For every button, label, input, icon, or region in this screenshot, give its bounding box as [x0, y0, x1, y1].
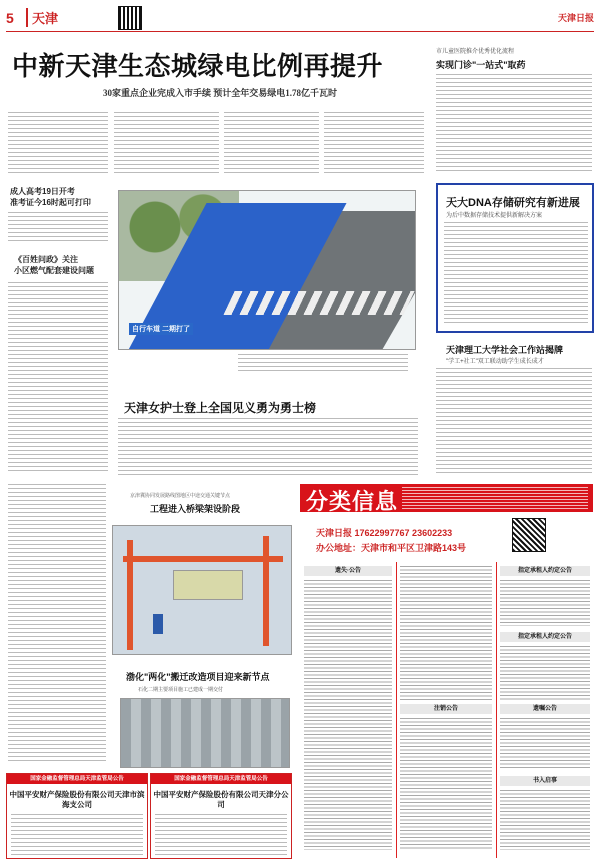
qr-code-icon: [118, 6, 142, 30]
story3-sub: "学工+社工"双工联动助学生成长成才: [446, 359, 544, 365]
lead-text-col-4: [324, 112, 424, 174]
lead-headline: 中新天津生态城绿电比例再提升: [12, 51, 384, 81]
right-top-text: [436, 74, 592, 174]
story5-sub: 石化二期主要项目施工已建成一期交付: [138, 687, 224, 693]
bike-lane-photo: [118, 190, 416, 350]
brief-1-text: [8, 212, 108, 244]
right-top-kicker: 市儿童医院推介优秀优化流程: [436, 49, 515, 55]
tag-lost: 遗失·公告: [304, 566, 392, 576]
ad-1-bar: 国家金融监督管理总局天津监管局公告: [7, 774, 147, 784]
col-mid-text-2: [400, 718, 492, 850]
story3-text: [436, 368, 592, 474]
photo-caption: [238, 354, 408, 374]
story5-title: 渤化"两化"搬迁改造项目迎来新节点: [126, 672, 270, 682]
col-right-text-2: [500, 646, 590, 700]
tag-cancel: 注销公告: [400, 704, 492, 714]
ad-1-body: [11, 814, 143, 858]
right-top-title: 实现门诊"一站式"取药: [436, 60, 526, 70]
ad-1-name: 中国平安财产保险股份有限公司天津市滨海支公司: [9, 790, 145, 809]
ad-2-bar: 国家金融监督管理总局天津监管局公告: [151, 774, 291, 784]
lower-left-text: [8, 484, 106, 764]
tag-tenant-1: 指定承租人约定公告: [500, 566, 590, 576]
lead-subhead: 30家重点企业完成入市手续 预计全年交易绿电1.78亿千瓦时: [102, 88, 337, 98]
ad-2-body: [155, 814, 287, 858]
brief-1-line2: 准考证今16时起可打印: [10, 198, 91, 207]
col-mid-text-1: [400, 566, 492, 700]
masthead-logo: 天津日报: [557, 13, 594, 23]
crosswalk-shape: [223, 291, 414, 315]
classified-address: 办公地址：天津市和平区卫津路143号: [316, 543, 467, 553]
classified-qr-icon: [512, 518, 546, 552]
col-lost-text: [304, 580, 392, 850]
photo-sign: 自行车道 二期打了: [129, 323, 193, 335]
page-number: 5: [6, 9, 14, 26]
lead-text-col-2: [114, 112, 219, 174]
col-right-text-4: [500, 790, 590, 850]
col-right-text-1: [500, 580, 590, 626]
classified-title: 分类信息: [306, 489, 399, 514]
boxed-text: [444, 222, 588, 326]
classified-divider-1: [396, 562, 397, 858]
classified-divider-2: [496, 562, 497, 858]
tag-will: 遗嘱公告: [500, 704, 590, 714]
bottom-ads: [6, 773, 292, 859]
col-right-text-3: [500, 718, 590, 768]
plant-photo: [120, 698, 290, 768]
worker-figure: [153, 614, 163, 634]
brief-2-line1: 《百姓问政》关注: [14, 255, 78, 264]
brief-2-title: [14, 254, 94, 276]
section-label: 天津: [26, 8, 58, 27]
crane-right: [263, 536, 269, 646]
bridge-kicker: 京津冀协同发展路线图地区中途交通关键节点: [130, 493, 231, 499]
boxed-subtitle: 为后中数据存储技术提供新解决方案: [446, 213, 543, 219]
brief-1-line1: 成人高考19日开考: [10, 187, 75, 196]
brief-2-line2: 小区燃气配套建设问题: [14, 266, 94, 275]
ad-2-name: 中国平安财产保险股份有限公司天津分公司: [153, 790, 289, 809]
tag-tenant-2: 指定承租人约定公告: [500, 632, 590, 642]
bridge-block: [173, 570, 243, 600]
lead-text-col-3: [224, 112, 319, 174]
brief-1-title: [10, 186, 91, 208]
bridge-photo: [112, 525, 292, 655]
ad-1: [6, 773, 148, 859]
boxed-title: 天大DNA存储研究有新进展: [446, 197, 580, 209]
ad-2: [150, 773, 292, 859]
bridge-title: 工程进入桥梁架设阶段: [150, 504, 241, 514]
brief-2-text: [8, 282, 108, 472]
story3-title: 天津理工大学社会工作站揭牌: [446, 345, 564, 355]
lead-text-col-1: [8, 112, 108, 174]
tag-notice: 书入启事: [500, 776, 590, 786]
crane-beam: [123, 556, 283, 562]
hero-story-text: [118, 418, 418, 478]
classified-phone: 天津日报 17622997767 23602233: [316, 528, 453, 538]
hero-story-headline: 天津女护士登上全国见义勇为勇士榜: [124, 401, 317, 415]
classified-notice: [402, 487, 588, 511]
page-header: [6, 4, 594, 32]
